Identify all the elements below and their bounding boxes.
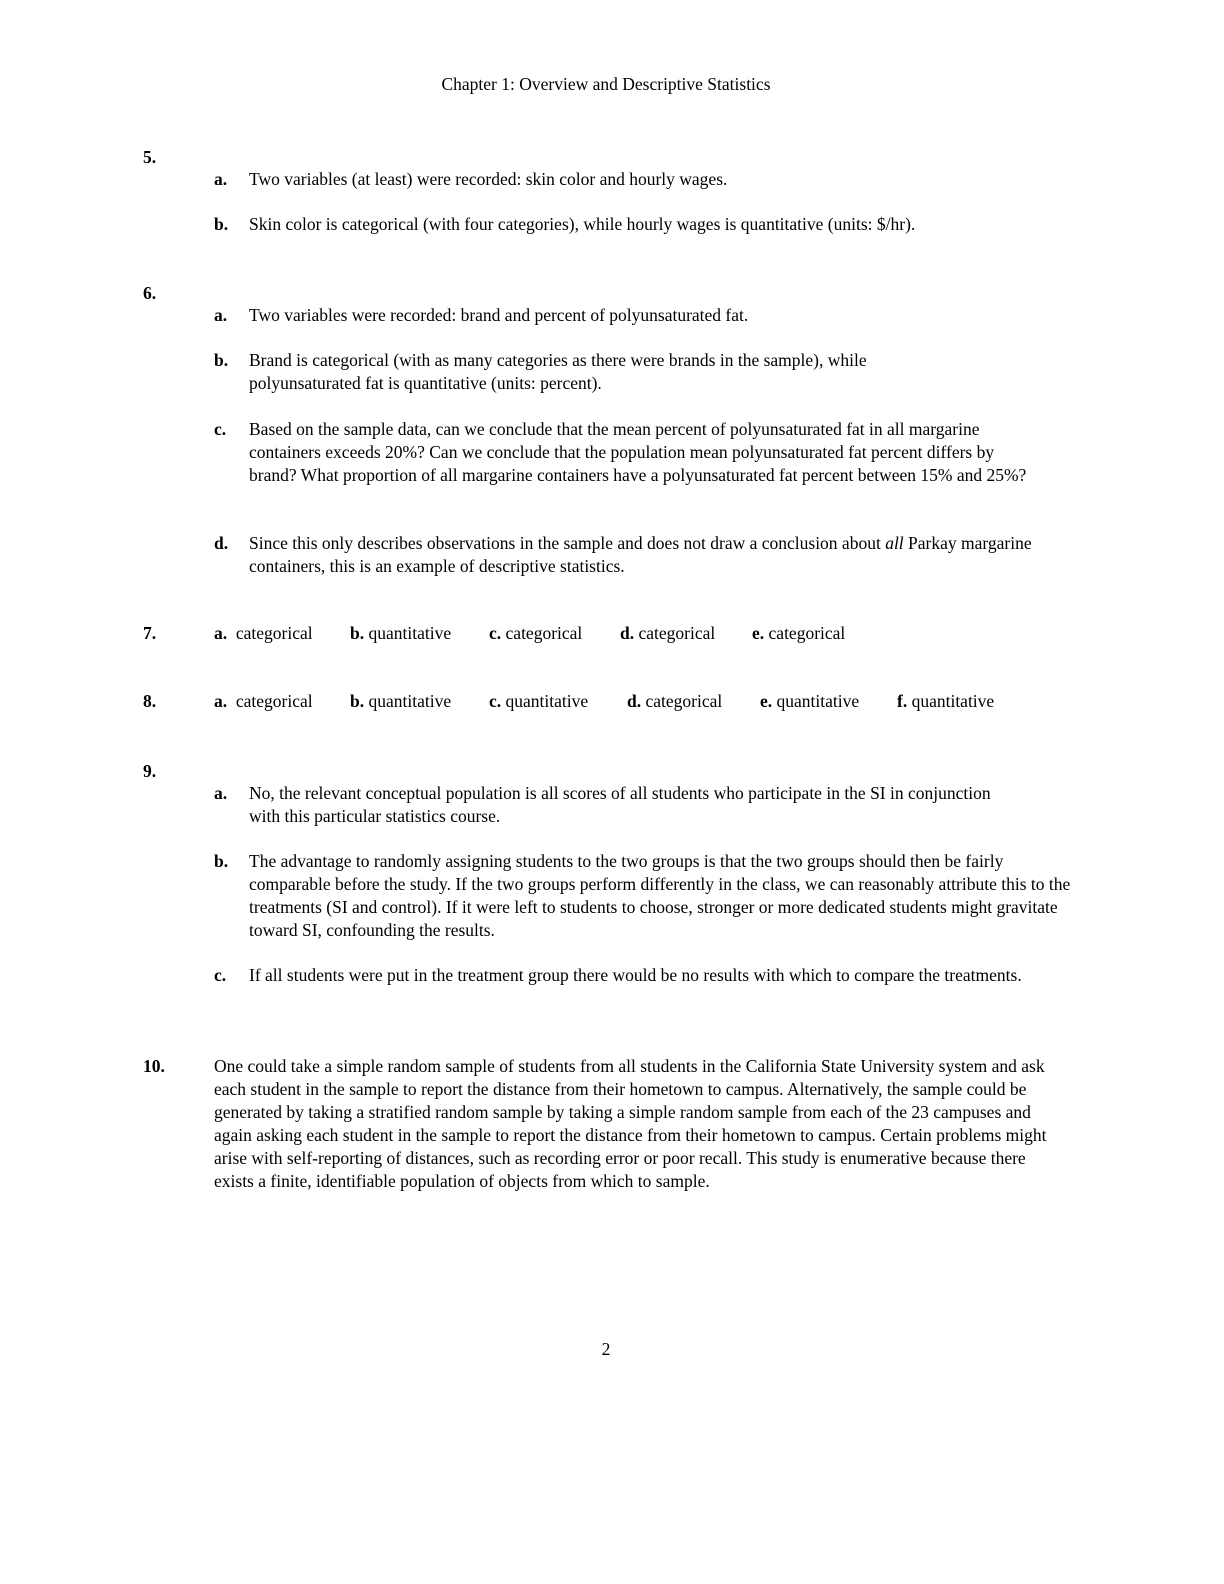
- answer-item: [752, 622, 845, 645]
- part-label: a.: [214, 783, 228, 803]
- item-value: quantitative: [368, 623, 452, 643]
- part-text-emphasis: all: [885, 533, 904, 553]
- item-value: categorical: [235, 623, 313, 643]
- problem-number: 5.: [143, 147, 157, 167]
- part-label: b.: [214, 350, 229, 370]
- part-text: Based on the sample data, can we conclude that the mean percent of polyunsaturated fat in all margarine containers exceeds 20%? Can we conclude that the population mean polyunsaturated fat percent differs by brand? What proportion of all margarine containers have a polyunsaturated fat percent between 15% and 25%?: [249, 419, 1027, 485]
- item-label: f.: [897, 691, 908, 711]
- item-label: b.: [350, 691, 365, 711]
- part-text-before: Since this only describes observations in the sample and does not draw a conclusion about: [249, 533, 886, 553]
- item-label: e.: [752, 623, 765, 643]
- answer-item: [214, 690, 313, 713]
- part-label: b.: [214, 214, 229, 234]
- answer-item: [350, 690, 451, 713]
- item-value: quantitative: [776, 691, 860, 711]
- answer-item: [350, 622, 451, 645]
- part-text: Two variables were recorded: brand and percent of polyunsaturated fat.: [249, 305, 749, 325]
- part-text: Two variables (at least) were recorded: skin color and hourly wages.: [249, 169, 728, 189]
- part-label: a.: [214, 169, 228, 189]
- answer-item: [214, 622, 313, 645]
- problem-number: 9.: [143, 761, 157, 781]
- part-label: a.: [214, 305, 228, 325]
- item-label: a.: [214, 691, 228, 711]
- answer-item: [627, 690, 722, 713]
- item-value: quantitative: [505, 691, 589, 711]
- problem-number: 7.: [143, 623, 157, 643]
- problem-number: 10.: [143, 1056, 165, 1076]
- answer-item: [620, 622, 715, 645]
- part-text: If all students were put in the treatment group there would be no results with which to compare the treatments.: [249, 965, 1022, 985]
- part-label: d.: [214, 533, 229, 553]
- answer-item: [489, 622, 582, 645]
- item-value: categorical: [645, 691, 723, 711]
- problem-10-answer: One could take a simple random sample of students from all students in the California State University system and ask each student in the sample to report the distance from their hometown to campus. Alternatively, the sample could be generated by taking a stratified random sample by taking a simple random sample from each of the 23 campuses and again asking each student in the sample to report the distance from their hometown to campus. Certain problems might arise with self-reporting of distances, such as recording error or poor recall. This study is enumerative because there exists a finite, identifiable population of objects from which to sample.: [214, 1056, 1047, 1191]
- problem-number: 6.: [143, 283, 157, 303]
- item-value: categorical: [768, 623, 846, 643]
- item-value: categorical: [638, 623, 716, 643]
- item-label: c.: [489, 691, 502, 711]
- page-header: Chapter 1: Overview and Descriptive Statistics: [441, 74, 771, 94]
- answer-item: [489, 690, 588, 713]
- part-text: The advantage to randomly assigning students to the two groups is that the two groups should then be fairly comparable before the study. If the two groups perform differently in the class, we can reasonably attribute this to the treatments (SI and control). If it were left to students to choose, stronger or more dedicated students might gravitate toward SI, confounding the results.: [249, 851, 1071, 940]
- item-label: e.: [760, 691, 773, 711]
- item-label: a.: [214, 623, 228, 643]
- item-label: b.: [350, 623, 365, 643]
- page-number: 2: [601, 1339, 611, 1359]
- part-text: Brand is categorical (with as many categories as there were brands in the sample), while polyunsaturated fat is quantitative (units: percent).: [249, 350, 867, 393]
- item-value: categorical: [505, 623, 583, 643]
- answer-item: [760, 690, 859, 713]
- part-label: c.: [214, 965, 227, 985]
- item-label: d.: [620, 623, 635, 643]
- part-text: Skin color is categorical (with four categories), while hourly wages is quantitative (units: $/hr).: [249, 214, 916, 234]
- item-value: quantitative: [368, 691, 452, 711]
- item-label: c.: [489, 623, 502, 643]
- answer-item: [897, 690, 994, 713]
- item-value: quantitative: [911, 691, 995, 711]
- part-text: No, the relevant conceptual population is all scores of all students who participate in the SI in conjunction with this particular statistics course.: [249, 783, 991, 826]
- part-label: b.: [214, 851, 229, 871]
- part-text: [249, 532, 1059, 578]
- item-label: d.: [627, 691, 642, 711]
- problem-number: 8.: [143, 691, 157, 711]
- part-text-after: Parkay margarine containers, this is an example of descriptive statistics.: [249, 533, 1032, 576]
- part-label: c.: [214, 419, 227, 439]
- item-value: categorical: [235, 691, 313, 711]
